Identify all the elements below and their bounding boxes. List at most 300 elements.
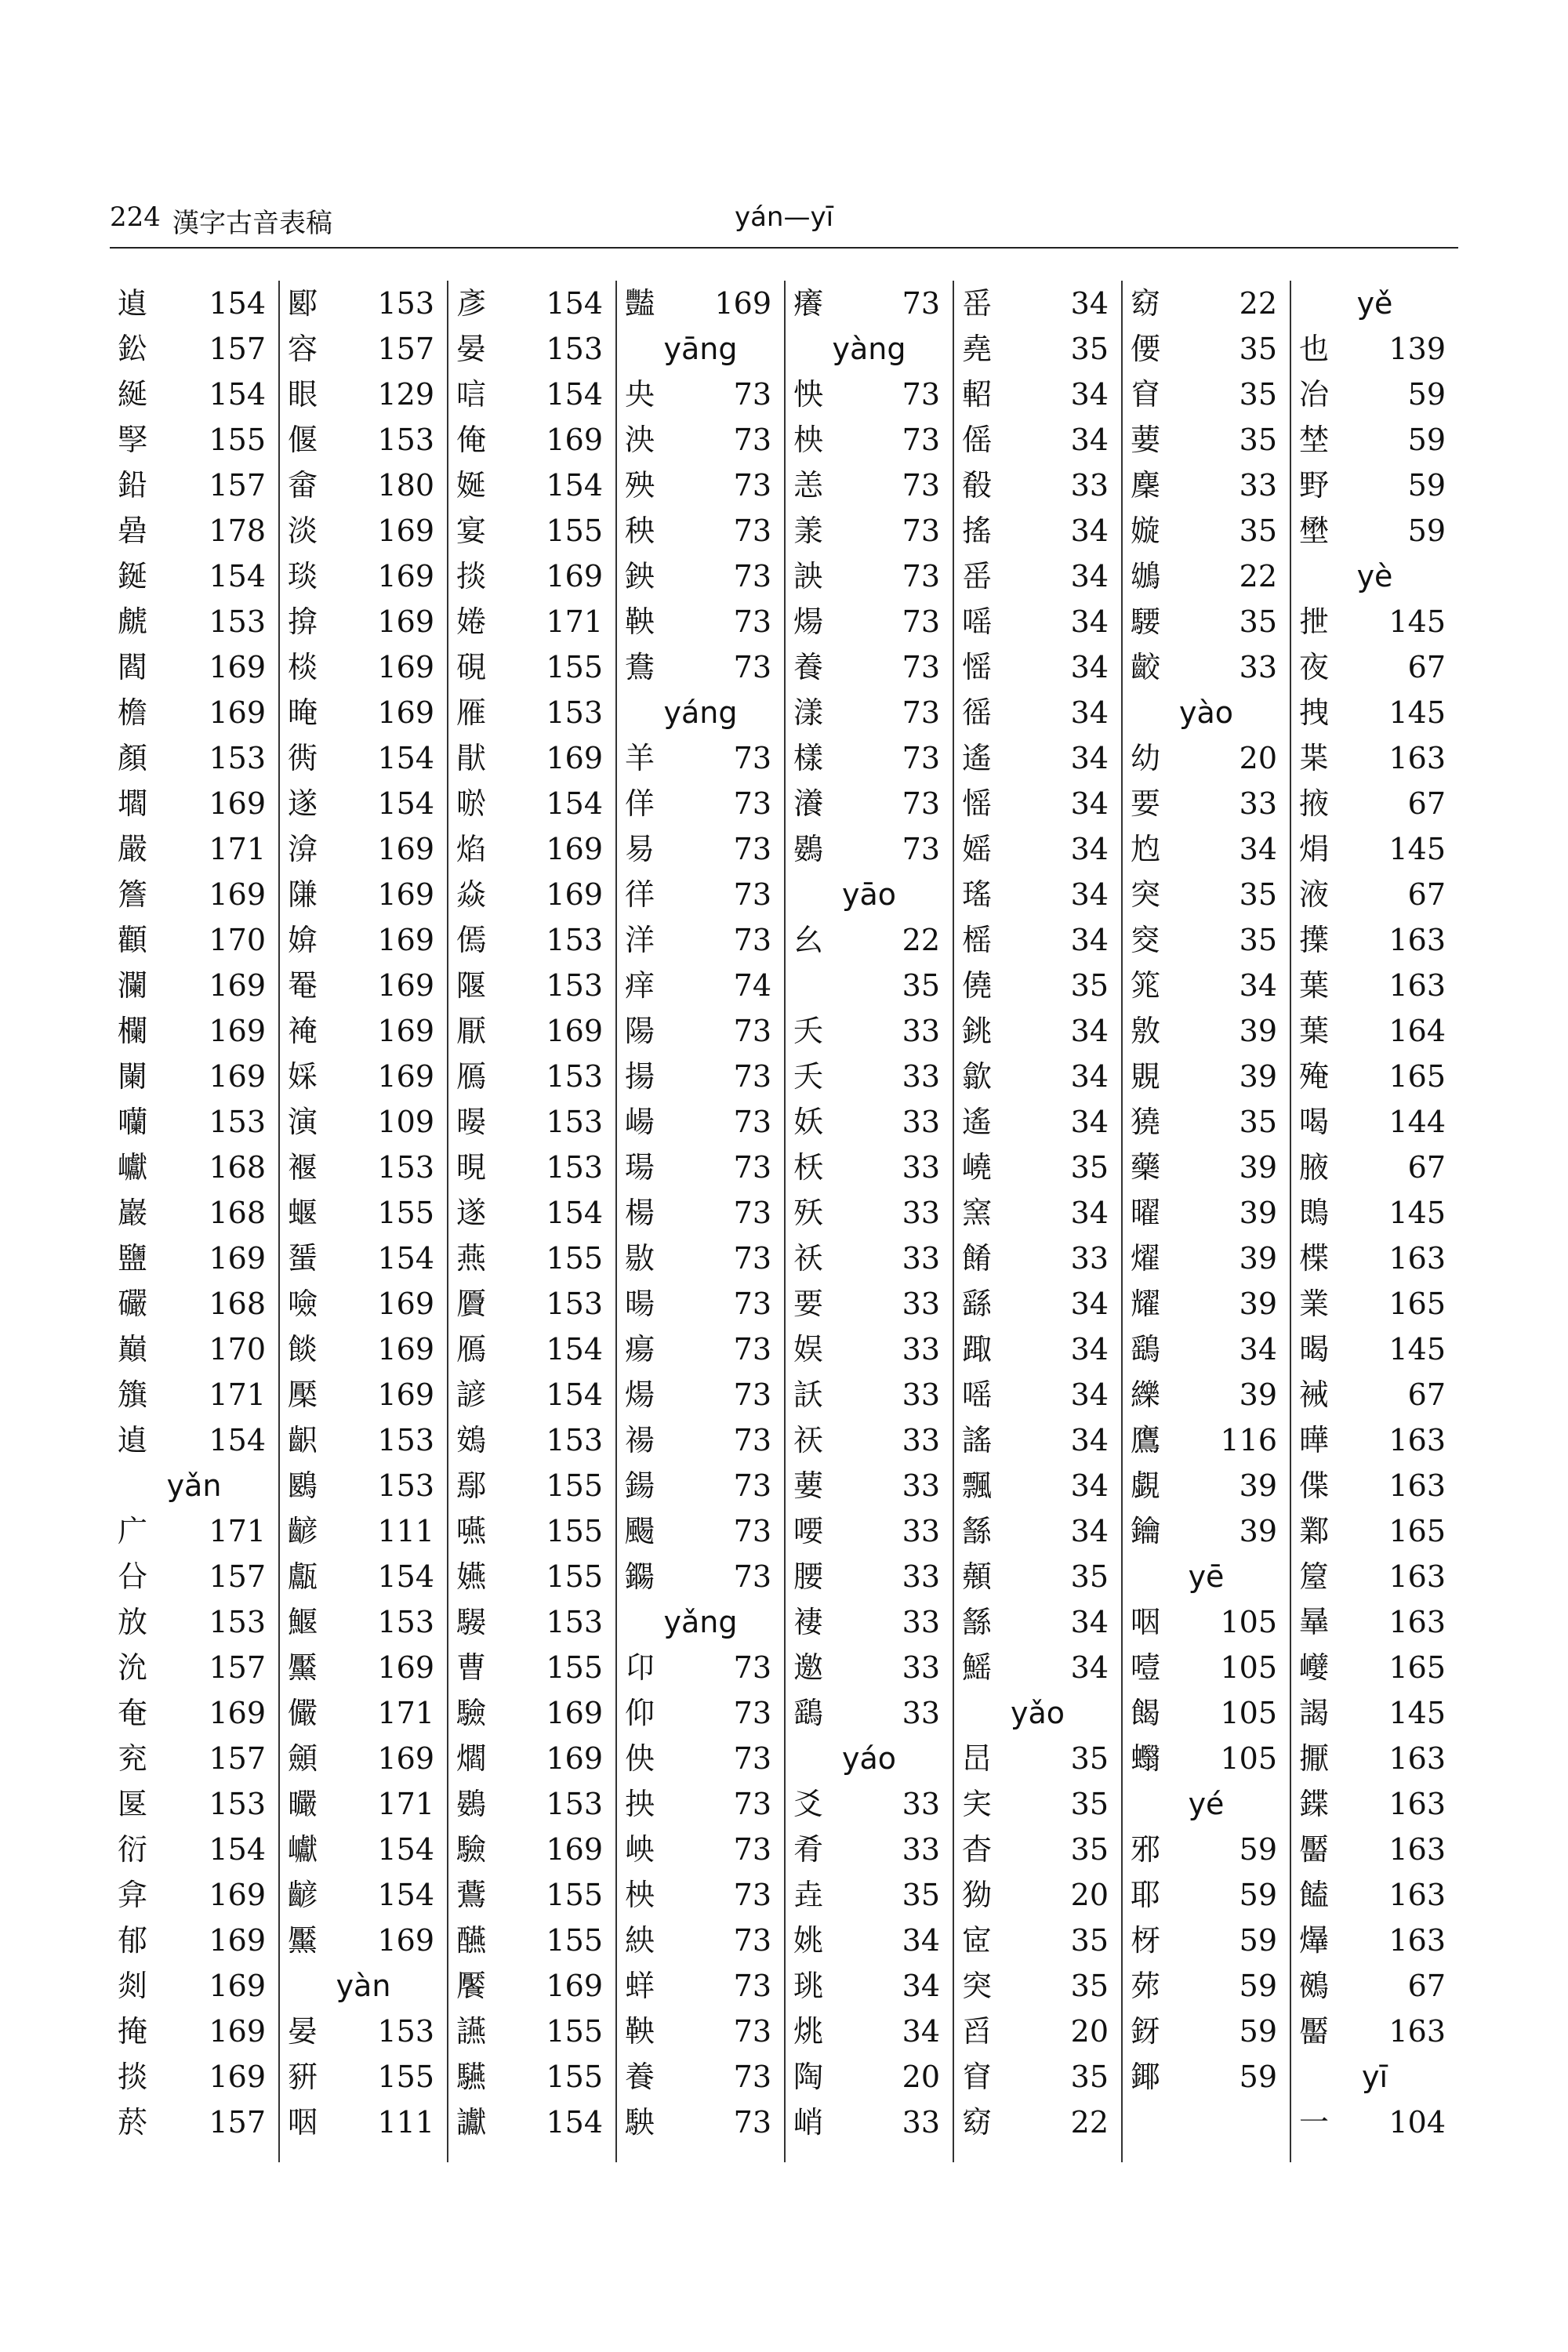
entry-page-ref: 154 (546, 286, 603, 321)
entry-character: 抴 (1299, 604, 1330, 639)
entry-character: 瀾 (118, 968, 148, 1003)
entry-character: 茒 (1131, 1969, 1161, 2003)
entry-character: 瀁 (793, 786, 824, 821)
entry-character: 裓 (1299, 1377, 1330, 1412)
entry-page-ref: 35 (1070, 1787, 1109, 1821)
entry-page-ref: 34 (1070, 1468, 1109, 1503)
index-column (784, 281, 953, 2162)
entry-page-ref: 34 (1239, 832, 1277, 866)
index-entry (118, 735, 270, 781)
entry-character: 隒 (288, 877, 318, 912)
entry-page-ref: 34 (1070, 877, 1109, 912)
index-entry (962, 690, 1113, 735)
entry-character: 鷃 (793, 832, 824, 866)
entry-page-ref: 165 (1388, 1287, 1446, 1321)
index-entry (793, 1145, 945, 1190)
index-entry (1131, 963, 1282, 1008)
entry-page-ref: 169 (377, 1923, 434, 1958)
index-entry (1299, 1190, 1450, 1236)
entry-page-ref: 73 (902, 786, 940, 821)
entry-character: 一 (1299, 2105, 1330, 2140)
index-entry (793, 1327, 945, 1372)
entry-character: 秧 (625, 514, 655, 548)
entry-character: 閻 (118, 650, 148, 684)
index-entry (118, 644, 270, 690)
index-entry (456, 781, 608, 826)
index-entry (793, 1554, 945, 1599)
entry-character: 娱 (793, 1332, 824, 1367)
index-column (1121, 281, 1290, 2162)
entry-page-ref: 33 (902, 1287, 940, 1321)
entry-page-ref: 163 (1388, 1423, 1446, 1457)
pinyin-heading: yáo (841, 1741, 897, 1776)
index-entry (793, 644, 945, 690)
entry-character: 餲 (1131, 1696, 1161, 1730)
entry-page-ref: 155 (209, 423, 266, 457)
entry-character: 鞅 (625, 2014, 655, 2049)
entry-character: 垚 (793, 1878, 824, 1912)
entry-character: 顴 (118, 923, 148, 957)
index-entry (793, 1099, 945, 1145)
index-entry (962, 1554, 1113, 1599)
entry-page-ref: 163 (1388, 1878, 1446, 1912)
index-entry (1299, 2009, 1450, 2054)
index-entry (456, 326, 608, 372)
index-entry (1131, 599, 1282, 644)
entry-character: 驗 (456, 1696, 487, 1730)
entry-character: 豣 (288, 2060, 318, 2094)
entry-character: 碞 (118, 514, 148, 548)
entry-character: 僥 (962, 968, 993, 1003)
entry-page-ref: 73 (733, 2105, 771, 2140)
entry-character: 榣 (962, 923, 993, 957)
entry-character: 纅 (1131, 1377, 1161, 1412)
entry-character: 衍 (118, 1832, 148, 1867)
entry-page-ref: 73 (902, 468, 940, 503)
entry-character: 硯 (456, 650, 487, 684)
index-entry (793, 1781, 945, 1827)
entry-character: 拽 (1299, 695, 1330, 730)
index-entry (456, 463, 608, 508)
index-entry (625, 1054, 776, 1099)
index-entry (456, 1463, 608, 1508)
index-entry (793, 1918, 945, 1963)
entry-character: 偞 (1299, 1468, 1330, 1503)
entry-page-ref: 33 (1070, 1241, 1109, 1276)
index-entry (1131, 2009, 1282, 2054)
entry-page-ref: 73 (733, 1878, 771, 1912)
entry-character: 踙 (962, 1332, 993, 1367)
entry-character: 咽 (1131, 1605, 1161, 1639)
entry-page-ref: 169 (377, 559, 434, 593)
entry-page-ref: 157 (209, 468, 266, 503)
index-entry (1131, 508, 1282, 554)
index-entry (962, 1463, 1113, 1508)
index-entry (288, 1918, 439, 1963)
entry-character: 羕 (793, 514, 824, 548)
entry-character: 蛘 (625, 1969, 655, 2003)
index-entry (962, 417, 1113, 463)
entry-character: 漾 (793, 695, 824, 730)
entry-page-ref: 73 (733, 832, 771, 866)
entry-page-ref: 73 (733, 1787, 771, 1821)
entry-page-ref: 73 (902, 514, 940, 548)
entry-page-ref: 163 (1388, 1741, 1446, 1776)
entry-character: 㕣 (118, 1559, 148, 1594)
entry-page-ref: 169 (546, 741, 603, 775)
entry-page-ref: 73 (902, 559, 940, 593)
entry-page-ref: 34 (1070, 286, 1109, 321)
entry-page-ref: 171 (209, 1514, 266, 1548)
entry-page-ref: 20 (1070, 2014, 1109, 2049)
entry-character: 掞 (456, 559, 487, 593)
entry-character: 黶 (288, 1923, 318, 1958)
entry-character: 堯 (962, 332, 993, 366)
index-entry (793, 690, 945, 735)
index-entry (793, 554, 945, 599)
entry-page-ref: 34 (1070, 1423, 1109, 1457)
entry-page-ref: 169 (546, 423, 603, 457)
entry-character: 唁 (456, 377, 487, 412)
entry-character: 掖 (1299, 786, 1330, 821)
entry-character: 顏 (118, 741, 148, 775)
entry-page-ref: 73 (733, 377, 771, 412)
index-entry (625, 872, 776, 917)
index-entry (288, 1417, 439, 1463)
pinyin-heading: yāo (841, 877, 897, 912)
entry-character: 養 (625, 2060, 655, 2094)
entry-character: 厭 (456, 1014, 487, 1048)
index-entry (456, 1008, 608, 1054)
index-entry (625, 917, 776, 963)
entry-page-ref: 168 (209, 1287, 266, 1321)
entry-character: 偠 (1131, 332, 1161, 366)
entry-character: 驗 (456, 1832, 487, 1867)
entry-character: 齴 (288, 1514, 318, 1548)
entry-character: 癢 (793, 286, 824, 321)
index-entry (456, 1690, 608, 1736)
entry-page-ref: 155 (377, 1196, 434, 1230)
entry-character: 褗 (288, 1150, 318, 1185)
entry-character: 燕 (456, 1241, 487, 1276)
entry-character: 葉 (1299, 968, 1330, 1003)
entry-page-ref: 163 (1388, 1923, 1446, 1958)
entry-character: 枖 (793, 1150, 824, 1185)
index-entry (288, 2009, 439, 2054)
index-entry (793, 1417, 945, 1463)
entry-page-ref: 153 (209, 1105, 266, 1139)
index-entry (288, 599, 439, 644)
index-entry (456, 1827, 608, 1872)
index-entry (288, 1372, 439, 1417)
index-entry (118, 1372, 270, 1417)
index-entry (625, 281, 776, 326)
index-entry (288, 1872, 439, 1918)
entry-character: 祅 (793, 1241, 824, 1276)
entry-page-ref: 155 (546, 650, 603, 684)
entry-character: 鍱 (1299, 1787, 1330, 1821)
index-entry (625, 644, 776, 690)
index-entry (1131, 1054, 1282, 1099)
entry-character: 獟 (1131, 1105, 1161, 1139)
entry-page-ref: 73 (733, 1559, 771, 1594)
index-entry (793, 1190, 945, 1236)
entry-character: 巕 (1299, 1650, 1330, 1685)
entry-page-ref: 163 (1388, 1832, 1446, 1867)
entry-character: 央 (625, 377, 655, 412)
entry-character: 愮 (962, 786, 993, 821)
index-entry (625, 1327, 776, 1372)
index-entry (118, 2054, 270, 2100)
entry-character: 鴳 (456, 1423, 487, 1457)
entry-page-ref: 73 (733, 423, 771, 457)
entry-character: 齴 (288, 1878, 318, 1912)
index-entry (625, 1008, 776, 1054)
entry-character: 爻 (793, 1787, 824, 1821)
index-entry (793, 1372, 945, 1417)
entry-character: 幺 (793, 923, 824, 957)
entry-character: 液 (1299, 877, 1330, 912)
entry-character: 宎 (962, 1787, 993, 1821)
entry-page-ref: 35 (1239, 332, 1277, 366)
index-entry (1299, 1327, 1450, 1372)
index-entry (456, 1963, 608, 2009)
pinyin-heading: yē (1188, 1559, 1225, 1594)
entry-page-ref: 35 (1070, 1923, 1109, 1958)
entry-character: 抰 (625, 1787, 655, 1821)
entry-character: 鰋 (288, 1605, 318, 1639)
entry-page-ref: 73 (733, 1105, 771, 1139)
index-entry (962, 1417, 1113, 1463)
entry-character: 鹽 (118, 1241, 148, 1276)
page-number: 224 (110, 201, 161, 233)
entry-page-ref: 154 (546, 786, 603, 821)
entry-page-ref: 34 (1070, 1287, 1109, 1321)
entry-page-ref: 154 (546, 468, 603, 503)
entry-page-ref: 33 (902, 1377, 940, 1412)
index-entry (1299, 508, 1450, 554)
index-entry (1299, 690, 1450, 735)
index-entry (288, 1508, 439, 1554)
index-entry (456, 281, 608, 326)
entry-page-ref: 34 (1070, 1514, 1109, 1548)
entry-character: 藥 (1131, 1150, 1161, 1185)
index-entry (118, 1872, 270, 1918)
entry-character: 讌 (456, 2014, 487, 2049)
entry-character: 曄 (1299, 1423, 1330, 1457)
index-entry (1131, 1599, 1282, 1645)
entry-page-ref: 33 (902, 1014, 940, 1048)
entry-page-ref: 169 (377, 923, 434, 957)
entry-page-ref: 111 (377, 1514, 434, 1548)
entry-page-ref: 73 (733, 1741, 771, 1776)
entry-page-ref: 39 (1239, 1468, 1277, 1503)
index-entry (962, 1372, 1113, 1417)
index-entry (962, 1190, 1113, 1236)
entry-character: 旵 (962, 1741, 993, 1776)
entry-page-ref: 153 (377, 1468, 434, 1503)
entry-page-ref: 153 (546, 1105, 603, 1139)
entry-character: 怏 (793, 377, 824, 412)
entry-character: 窔 (1131, 923, 1161, 957)
entry-page-ref: 34 (902, 1969, 940, 2003)
entry-character: 岟 (625, 1832, 655, 1867)
index-entry (962, 1963, 1113, 2009)
entry-page-ref: 116 (1220, 1423, 1277, 1457)
entry-page-ref: 59 (1407, 514, 1446, 548)
index-entry (1299, 872, 1450, 917)
entry-page-ref: 33 (902, 1150, 940, 1185)
index-entry (625, 963, 776, 1008)
entry-character: 褄 (793, 1605, 824, 1639)
entry-page-ref: 168 (209, 1196, 266, 1230)
index-entry (1131, 1281, 1282, 1327)
entry-character: 楊 (625, 1196, 655, 1230)
index-entry (118, 1918, 270, 1963)
entry-character: 嗂 (962, 604, 993, 639)
entry-page-ref: 165 (1388, 1514, 1446, 1548)
entry-character: 巘 (118, 1150, 148, 1185)
entry-page-ref: 154 (209, 377, 266, 412)
index-entry (962, 826, 1113, 872)
entry-character: 容 (288, 332, 318, 366)
index-entry (118, 554, 270, 599)
entry-page-ref: 39 (1239, 1014, 1277, 1048)
entry-character: 俺 (456, 423, 487, 457)
entry-page-ref: 39 (1239, 1287, 1277, 1321)
entry-character: 徉 (625, 877, 655, 912)
index-entry (118, 2100, 270, 2145)
entry-page-ref: 33 (902, 1059, 940, 1094)
index-entry (1131, 1736, 1282, 1781)
index-entry (793, 1008, 945, 1054)
index-entry (962, 1599, 1113, 1645)
index-entry (962, 1781, 1113, 1827)
index-entry (625, 1372, 776, 1417)
entry-page-ref: 73 (733, 877, 771, 912)
entry-character: 嚥 (456, 1514, 487, 1548)
entry-character: 鷰 (456, 1878, 487, 1912)
entry-page-ref: 169 (209, 1969, 266, 2003)
entry-character: 沇 (118, 1650, 148, 1685)
index-entry (962, 463, 1113, 508)
entry-character: 蝘 (288, 1196, 318, 1230)
entry-page-ref: 67 (1407, 1969, 1446, 2003)
entry-page-ref: 33 (902, 2105, 940, 2140)
entry-character: 娫 (456, 468, 487, 503)
entry-character: 唹 (456, 786, 487, 821)
entry-character: 遂 (456, 1196, 487, 1230)
index-entry (1131, 1417, 1282, 1463)
entry-character: 要 (1131, 786, 1161, 821)
entry-page-ref: 157 (209, 2105, 266, 2140)
entry-character: 晏 (456, 332, 487, 366)
index-entry (1131, 644, 1282, 690)
entry-page-ref: 165 (1388, 1059, 1446, 1094)
entry-page-ref: 153 (209, 1605, 266, 1639)
entry-page-ref: 34 (1070, 1377, 1109, 1412)
entry-character: 易 (625, 832, 655, 866)
index-entry (118, 1417, 270, 1463)
entry-character: 嬿 (456, 1559, 487, 1594)
entry-character: 腰 (793, 1559, 824, 1594)
index-entry (1131, 872, 1282, 917)
index-entry (625, 508, 776, 554)
index-entry (962, 599, 1113, 644)
entry-page-ref: 155 (546, 1514, 603, 1548)
entry-page-ref: 35 (1239, 377, 1277, 412)
index-entry (288, 1145, 439, 1190)
entry-page-ref: 153 (377, 2014, 434, 2049)
entry-character: 洋 (625, 923, 655, 957)
entry-page-ref: 157 (209, 1741, 266, 1776)
entry-page-ref: 153 (377, 1605, 434, 1639)
entry-page-ref: 169 (377, 650, 434, 684)
entry-character: 妖 (793, 1105, 824, 1139)
entry-page-ref: 154 (377, 1878, 434, 1912)
index-entry (1131, 1372, 1282, 1417)
entry-page-ref: 59 (1239, 1923, 1277, 1958)
pinyin-heading: yé (1188, 1787, 1225, 1821)
entry-page-ref: 169 (377, 877, 434, 912)
entry-character: 齞 (288, 1423, 318, 1457)
entry-page-ref: 153 (546, 1287, 603, 1321)
index-entry (456, 508, 608, 554)
entry-page-ref: 105 (1220, 1650, 1277, 1685)
index-entry (625, 1918, 776, 1963)
index-entry (288, 644, 439, 690)
index-entry (456, 1236, 608, 1281)
entry-character: 煬 (625, 1377, 655, 1412)
index-entry (793, 917, 945, 963)
entry-character: 焱 (456, 877, 487, 912)
entry-character: 殀 (793, 1196, 824, 1230)
entry-page-ref: 105 (1220, 1696, 1277, 1730)
entry-character: 敭 (625, 1241, 655, 1276)
entry-page-ref: 153 (209, 1787, 266, 1821)
entry-character: 鴈 (456, 1332, 487, 1367)
index-entry (456, 1872, 608, 1918)
entry-page-ref: 73 (902, 377, 940, 412)
entry-page-ref: 169 (209, 1696, 266, 1730)
entry-page-ref: 73 (733, 1241, 771, 1276)
index-entry (1299, 463, 1450, 508)
entry-character: 遙 (962, 1105, 993, 1139)
entry-character: 禓 (625, 1423, 655, 1457)
entry-page-ref: 34 (1070, 1332, 1109, 1367)
entry-page-ref: 22 (1070, 2105, 1109, 2140)
index-entry (962, 326, 1113, 372)
index-entry (1299, 1417, 1450, 1463)
entry-character: 烑 (793, 2014, 824, 2049)
index-entry (1299, 599, 1450, 644)
entry-page-ref: 169 (209, 1241, 266, 1276)
entry-character: 䍃 (962, 286, 993, 321)
index-entry (793, 463, 945, 508)
entry-character: 突 (1131, 877, 1161, 912)
entry-page-ref: 169 (209, 695, 266, 730)
entry-character: 奄 (118, 1696, 148, 1730)
index-entry (1131, 2054, 1282, 2100)
index-entry (1299, 1827, 1450, 1872)
index-entry (456, 1554, 608, 1599)
entry-page-ref: 145 (1388, 695, 1446, 730)
entry-page-ref: 73 (902, 423, 940, 457)
entry-character: 鴦 (625, 650, 655, 684)
index-entry (456, 1781, 608, 1827)
entry-character: 喝 (1299, 1105, 1330, 1139)
entry-page-ref: 157 (209, 332, 266, 366)
